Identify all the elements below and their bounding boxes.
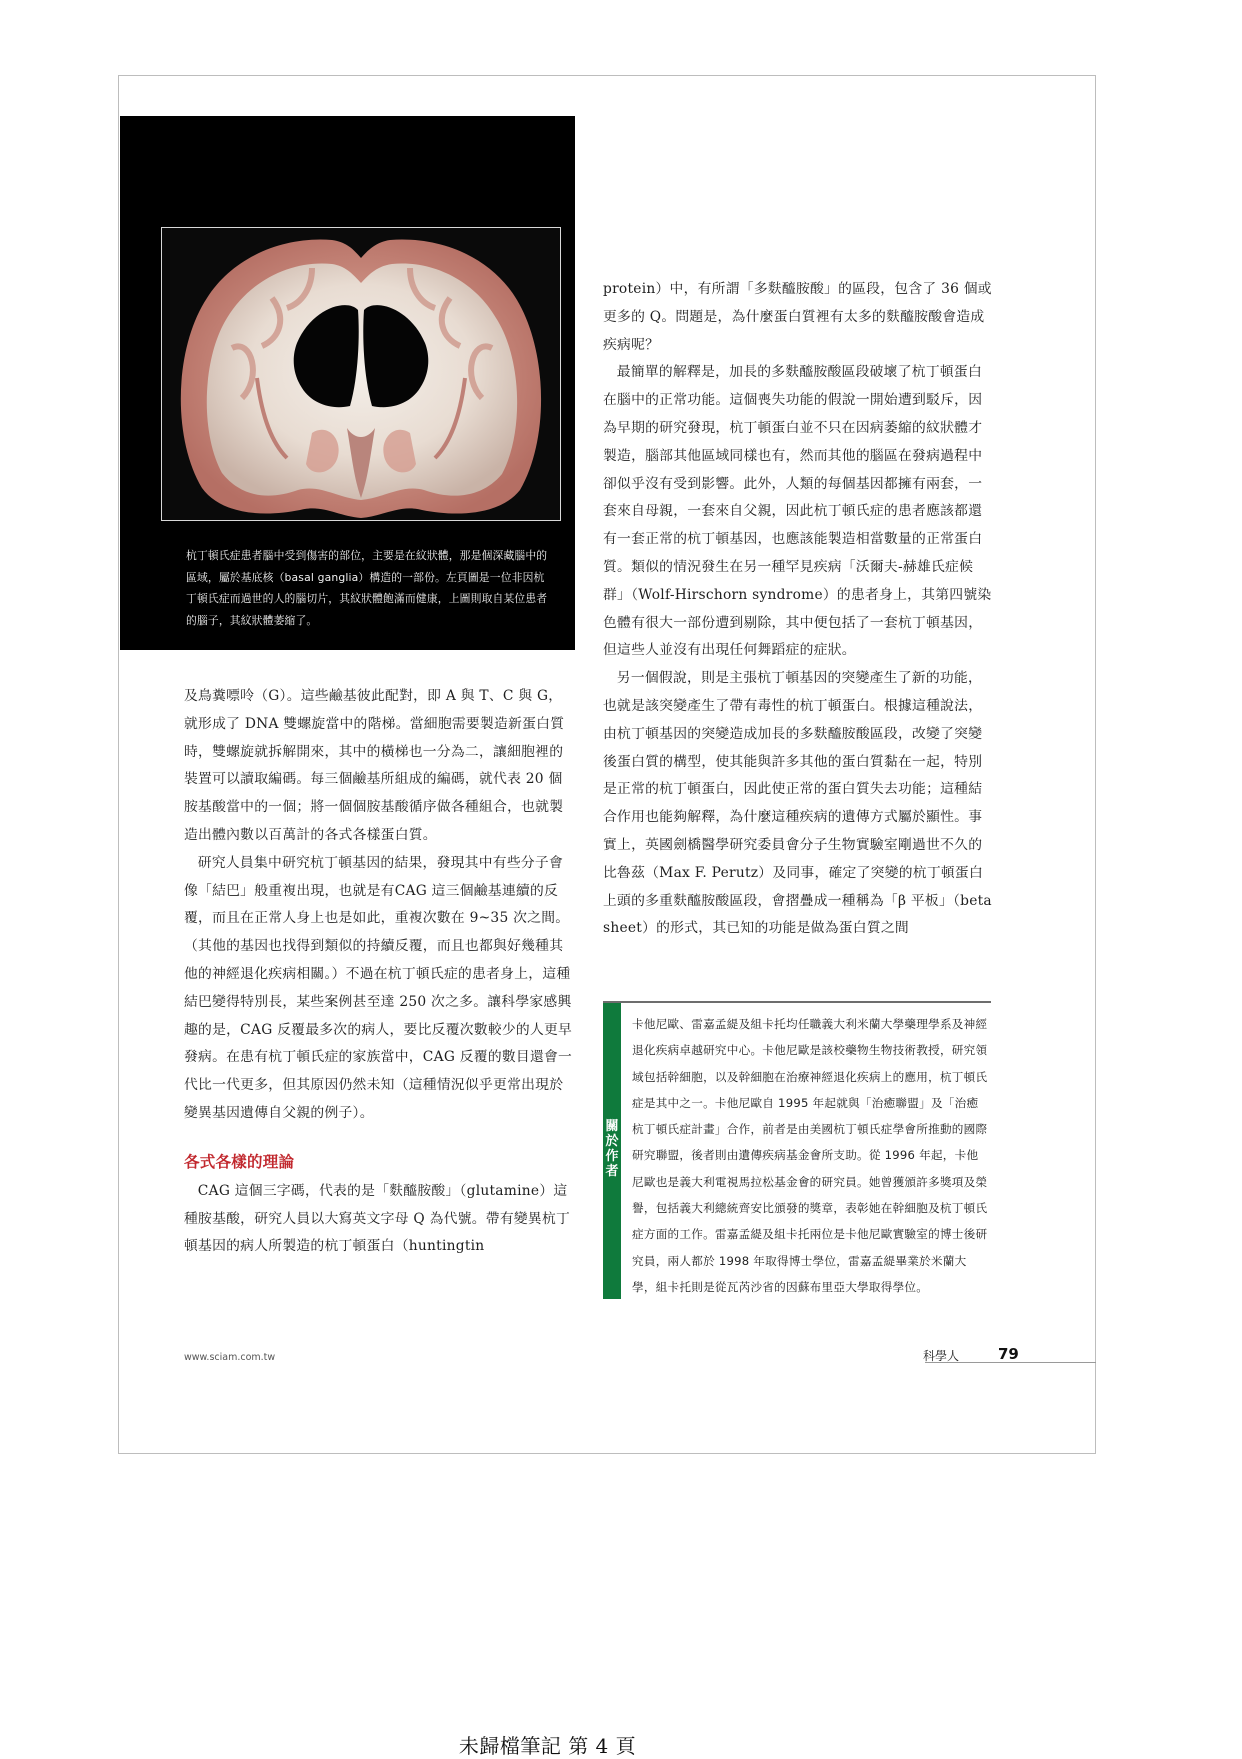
about-authors-text: 卡他尼歐、雷嘉孟緹及組卡托均任職義大利米蘭大學藥理學系及神經退化疾病卓越研究中心。卡他尼歐是該校藥物生物技術教授，研究領域包括幹細胞，以及幹細胞在治療神經退化疾病上的應用，杭丁頓氏症是其中之一。卡他尼歐自 1995 年起就與「治癒聯盟」及「治癒杭丁頓氏症計畫」合作，前者是由美國杭丁頓氏症學會所推動的國際研究聯盟，後者則由遺傳疾病基金會所支助。從 1996 年起，卡他尼歐也是義大利電視馬拉松基金會的研究員。她曾獲頒許多獎項及榮譽，包括義大利總統齊安比頒發的獎章，表彰她在幹細胞及杭丁頓氏症方面的工作。雷嘉孟緹及組卡托兩位是卡他尼歐實驗室的博士後研究員，兩人都於 1998 年取得博士學位，雷嘉孟緹畢業於米蘭大學，組卡托則是從瓦芮沙省的因蘇布里亞大學取得學位。 [632, 1017, 988, 1294]
photo-caption: 杭丁頓氏症患者腦中受到傷害的部位，主要是在紋狀體，那是個深藏腦中的區域，屬於基底核（basal ganglia）構造的一部份。左頁圖是一位非因杭丁頓氏症而過世的人的腦切片，其紋狀體飽滿而健康，上圖則取自某位患者的腦子，其紋狀體萎縮了。 [186, 549, 548, 627]
label-char: 作 [605, 1149, 619, 1164]
about-authors-box [603, 1001, 991, 1301]
body-paragraph: 最簡單的解釋是，加長的多麩醯胺酸區段破壞了杭丁頓蛋白在腦中的正常功能。這個喪失功能的假說一開始遭到駁斥，因為早期的研究發現，杭丁頓蛋白並不只在因病萎縮的紋狀體才製造，腦部其他區域同樣也有，然而其他的腦區在發病過程中卻似乎沒有受到影響。此外，人類的每個基因都擁有兩套，一套來自母親，一套來自父親，因此杭丁頓氏症的患者應該都還有一套正常的杭丁頓基因，也應該能製造相當數量的正常蛋白質。類似的情況發生在另一種罕見疾病「沃爾夫-赫雄氏症候群」（Wolf-Hirschorn syndrome）的患者身上，其第四號染色體有很大一部份遭到剔除，其中便包括了一套杭丁頓基因，但這些人並沒有出現任何舞蹈症的症狀。 [603, 364, 992, 659]
brain-slice-image [161, 227, 561, 521]
body-paragraph: CAG 這個三字碼，代表的是「麩醯胺酸」（glutamine）這種胺基酸，研究人員以大寫英文字母 Q 為代號。帶有變異杭丁頓基因的病人所製造的杭丁頓蛋白（huntingtin [184, 1182, 571, 1255]
label-char: 於 [605, 1134, 619, 1149]
left-text-column [184, 683, 576, 1261]
body-paragraph: 及鳥糞嘌呤（G）。這些鹼基彼此配對，即 A 與 T、C 與 G，就形成了 DNA 雙螺旋當中的階梯。當細胞需要製造新蛋白質時，雙螺旋就拆解開來，其中的橫梯也一分為二，讓細胞裡的裝置可以讀取編碼。每三個鹼基所組成的編碼，就代表 20 個胺基酸當中的一個；將一個個胺基酸循序做各種組合，也就製造出體內數以百萬計的各式各樣蛋白質。 [184, 688, 565, 843]
body-paragraph: 另一個假說，則是主張杭丁頓基因的突變產生了新的功能，也就是該突變產生了帶有毒性的杭丁頓蛋白。根據這種說法，由杭丁頓基因的突變造成加長的多麩醯胺酸區段，改變了突變後蛋白質的構型，使其能與許多其他的蛋白質黏在一起，特別是正常的杭丁頓蛋白，因此使正常的蛋白質失去功能；這種結合作用也能夠解釋，為什麼這種疾病的遺傳方式屬於顯性。事實上，英國劍橋醫學研究委員會分子生物實驗室剛過世不久的比魯茲（Max F. Perutz）及同事，確定了突變的杭丁頓蛋白上頭的多重麩醯胺酸區段，會摺疊成一種稱為「β 平板」（beta sheet）的形式，其已知的功能是做為蛋白質之間 [603, 670, 992, 937]
right-text-column [603, 276, 993, 943]
section-heading: 各式各樣的理論 [184, 1152, 295, 1171]
footer-url: www.sciam.com.tw [184, 1352, 276, 1363]
body-paragraph: 研究人員集中研究杭丁頓基因的結果，發現其中有些分子會像「結巴」般重複出現，也就是有CAG 這三個鹼基連續的反覆，而且在正常人身上也是如此，重複次數在 9~35 次之間。（其他的基因也找得到類似的持續反覆，而且也都與好幾種其他的神經退化疾病相關。）不過在杭丁頓氏症的患者身上，這種結巴變得特別長，某些案例甚至達 250 次之多。讓科學家感興趣的是，CAG 反覆最多次的病人，要比反覆次數較少的人更早發病。在患有杭丁頓氏症的家族當中，CAG 反覆的數目還會一代比一代更多，但其原因仍然未知（這種情況似乎更常出現於變異基因遺傳自父親的例子）。 [184, 854, 573, 1121]
footer-magazine-name: 科學人 [923, 1349, 960, 1363]
label-char: 者 [605, 1164, 619, 1179]
body-paragraph: protein）中，有所謂「多麩醯胺酸」的區段，包含了 36 個或更多的 Q。問題是，為什麼蛋白質裡有太多的麩醯胺酸會造成疾病呢？ [603, 281, 992, 353]
brain-photo-panel [120, 116, 575, 650]
label-char: 關 [605, 1119, 619, 1134]
footer-page-number: 79 [998, 1345, 1019, 1363]
page-label: 未歸檔筆記 第 4 頁 [458, 1734, 637, 1758]
about-authors-label [603, 1119, 621, 1179]
